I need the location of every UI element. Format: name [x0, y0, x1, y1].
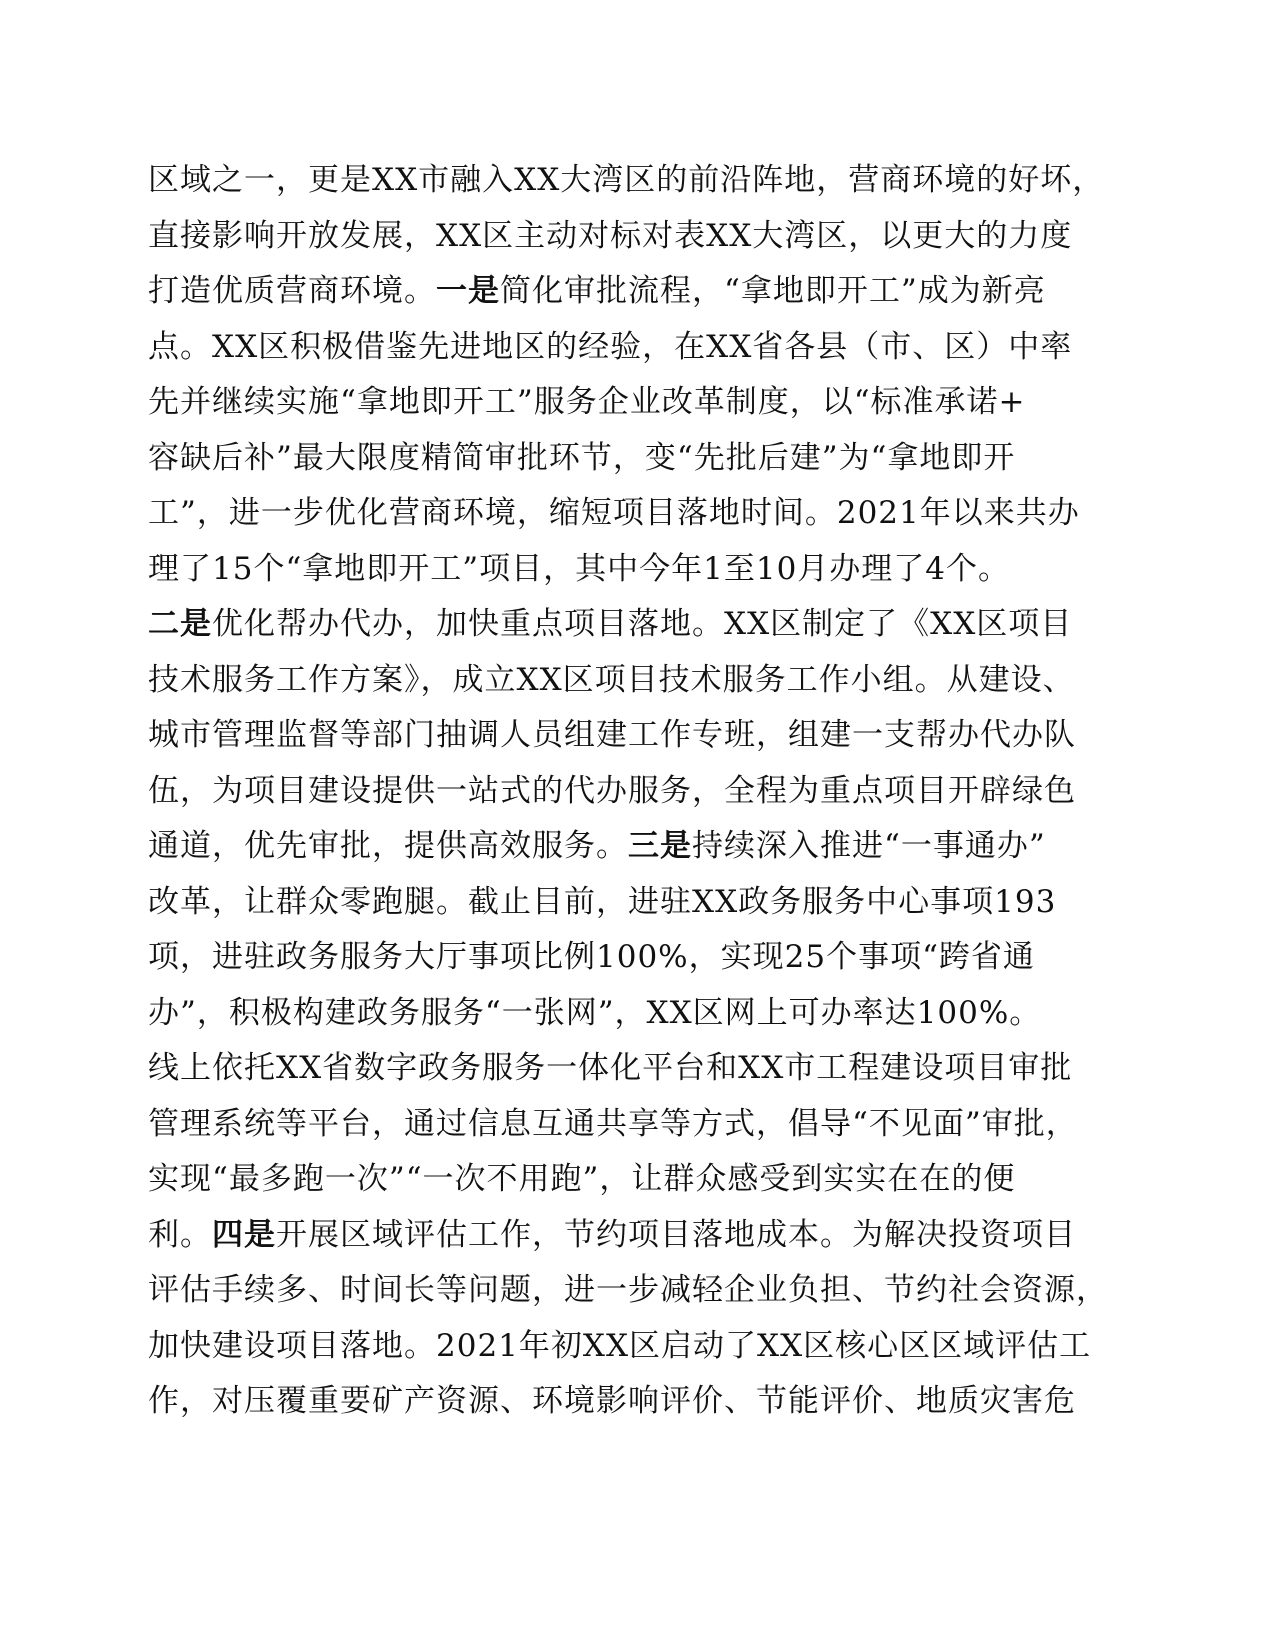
line-text: 实现“最多跑一次”“一次不用跑”，让群众感受到实实在在的便: [148, 1161, 1016, 1197]
line-text: 改革，让群众零跑腿。截止目前，进驻XX政务服务中心事项193: [148, 883, 1057, 920]
line-text: 项，进驻政务服务大厅事项比例100%，实现25个事项“跨省通: [148, 939, 1035, 975]
line-text: 简化审批流程，“拿地即开工”成为新亮: [500, 273, 1046, 309]
text-line: [148, 1319, 1128, 1375]
line-text: 评估手续多、时间长等问题，进一步减轻企业负担、节约社会资源，: [148, 1272, 1108, 1308]
text-line: [148, 708, 1128, 764]
text-line: [148, 1041, 1128, 1097]
text-line: [148, 1263, 1128, 1319]
line-text: 伍，为项目建设提供一站式的代办服务，全程为重点项目开辟绿色: [148, 772, 1076, 809]
text-line: [148, 1374, 1128, 1430]
line-text: 点。XX区积极借鉴先进地区的经验，在XX省各县（市、区）中率: [148, 328, 1073, 365]
line-text: 开展区域评估工作，节约项目落地成本。为解决投资项目: [276, 1216, 1076, 1253]
text-line: [148, 653, 1128, 709]
line-text: 加快建设项目落地。2021年初XX区启动了XX区核心区区域评估工: [148, 1327, 1092, 1364]
line-emphasis: 四是: [212, 1216, 276, 1253]
line-text: 办”，积极构建政务服务“一张网”，XX区网上可办率达100%。: [148, 994, 1042, 1031]
line-text: 利。: [148, 1216, 212, 1253]
text-line: [148, 431, 1128, 487]
line-text: 城市管理监督等部门抽调人员组建工作专班，组建一支帮办代办队: [148, 717, 1076, 753]
line-text: 作，对压覆重要矿产资源、环境影响评价、节能评价、地质灾害危: [148, 1383, 1076, 1419]
line-text: 直接影响开放发展，XX区主动对标对表XX大湾区，以更大的力度: [148, 217, 1073, 254]
line-text: 线上依托XX省数字政务服务一体化平台和XX市工程建设项目审批: [148, 1050, 1073, 1086]
line-emphasis: 一是: [436, 273, 500, 309]
line-text: 通道，优先审批，提供高效服务。: [148, 828, 628, 864]
text-line: [148, 486, 1128, 542]
line-text: 工”，进一步优化营商环境，缩短项目落地时间。2021年以来共办: [148, 495, 1080, 531]
text-line: [148, 264, 1128, 320]
line-text: 技术服务工作方案》，成立XX区项目技术服务工作小组。从建设、: [148, 661, 1075, 698]
text-line: [148, 1208, 1128, 1264]
text-line: [148, 153, 1128, 209]
line-text: 区域之一，更是XX市融入XX大湾区的前沿阵地，营商环境的好坏，: [148, 162, 1105, 198]
text-line: [148, 542, 1128, 598]
text-line: [148, 320, 1128, 376]
text-line: [148, 764, 1128, 820]
text-line: [148, 375, 1128, 431]
line-text: 打造优质营商环境。: [148, 273, 436, 309]
line-text: 理了15个“拿地即开工”项目，其中今年1至10月办理了4个。: [148, 550, 1011, 587]
text-line: [148, 986, 1128, 1042]
line-text: 容缺后补”最大限度精简审批环节，变“先批后建”为“拿地即开: [148, 439, 1016, 476]
line-text: 优化帮办代办，加快重点项目落地。XX区制定了《XX区项目: [212, 606, 1073, 642]
line-emphasis: 二是: [148, 606, 212, 642]
line-emphasis: 三是: [628, 828, 692, 864]
text-line: [148, 1097, 1128, 1153]
text-line: [148, 1152, 1128, 1208]
body-text: [148, 153, 1128, 1430]
text-line: [148, 209, 1128, 265]
line-text: 管理系统等平台，通过信息互通共享等方式，倡导“不见面”审批，: [148, 1105, 1078, 1142]
text-line: [148, 930, 1128, 986]
text-line: [148, 597, 1128, 653]
text-line: [148, 875, 1128, 931]
line-text: 先并继续实施“拿地即开工”服务企业改革制度，以“标准承诺+: [148, 384, 1026, 420]
line-text: 持续深入推进“一事通办”: [692, 828, 1046, 864]
text-line: [148, 819, 1128, 875]
